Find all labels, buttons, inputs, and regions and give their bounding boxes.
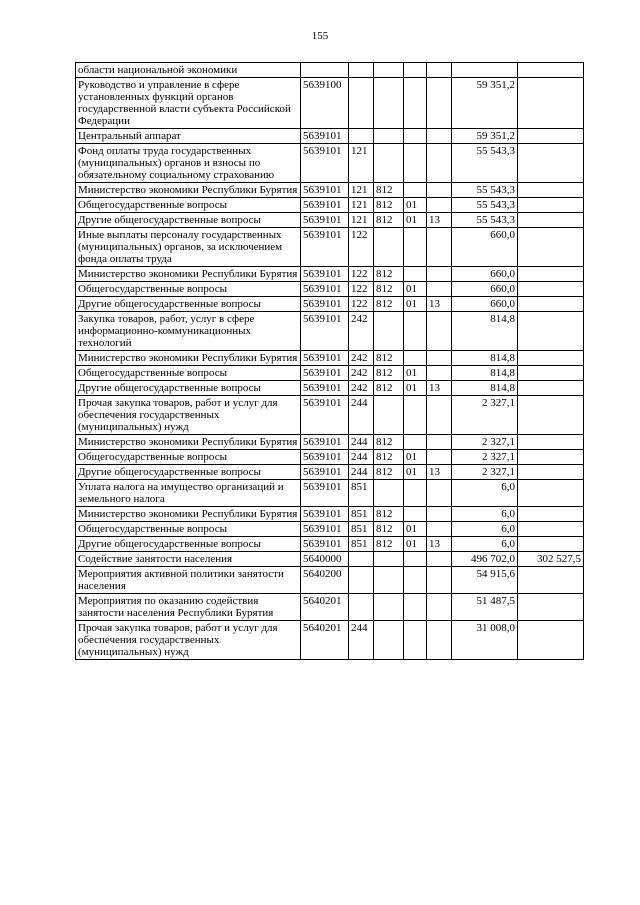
row-expense-type-cell: [349, 567, 374, 594]
table-row: [76, 366, 584, 381]
row-expense-type-cell: 122: [349, 267, 374, 282]
row-target-code-cell: 5639101: [301, 228, 349, 267]
row-name-cell: Прочая закупка товаров, работ и услуг для обеспечения государственных (муниципальных) нужд: [76, 396, 301, 435]
row-subsection-cell: [427, 351, 452, 366]
table-row: [76, 297, 584, 312]
row-section-cell: [404, 621, 427, 660]
row-section-cell: 01: [404, 366, 427, 381]
row-subsection-cell: [427, 267, 452, 282]
row-administrator-cell: 812: [374, 366, 404, 381]
budget-table: [75, 62, 584, 660]
row-subsection-cell: [427, 312, 452, 351]
row-name-cell: Центральный аппарат: [76, 129, 301, 144]
row-expense-type-cell: 122: [349, 228, 374, 267]
row-amount-extra-cell: [518, 129, 584, 144]
row-name-cell: Министерство экономики Республики Бурятия: [76, 435, 301, 450]
row-subsection-cell: [427, 480, 452, 507]
row-section-cell: [404, 312, 427, 351]
row-target-code-cell: [301, 63, 349, 78]
row-amount-extra-cell: [518, 537, 584, 552]
row-amount-extra-cell: [518, 396, 584, 435]
row-expense-type-cell: 242: [349, 351, 374, 366]
row-target-code-cell: 5639101: [301, 213, 349, 228]
row-amount-extra-cell: [518, 522, 584, 537]
row-administrator-cell: 812: [374, 507, 404, 522]
row-target-code-cell: 5639101: [301, 366, 349, 381]
row-target-code-cell: 5640201: [301, 594, 349, 621]
row-name-cell: Прочая закупка товаров, работ и услуг для обеспечения государственных (муниципальных) нужд: [76, 621, 301, 660]
row-administrator-cell: 812: [374, 267, 404, 282]
row-amount-extra-cell: [518, 465, 584, 480]
row-administrator-cell: [374, 396, 404, 435]
row-expense-type-cell: [349, 78, 374, 129]
row-subsection-cell: [427, 282, 452, 297]
row-expense-type-cell: 242: [349, 381, 374, 396]
row-section-cell: [404, 552, 427, 567]
row-section-cell: [404, 144, 427, 183]
row-subsection-cell: [427, 366, 452, 381]
row-subsection-cell: 13: [427, 465, 452, 480]
row-expense-type-cell: [349, 594, 374, 621]
row-expense-type-cell: 121: [349, 213, 374, 228]
row-administrator-cell: 812: [374, 297, 404, 312]
row-expense-type-cell: 122: [349, 297, 374, 312]
row-name-cell: Мероприятия по оказанию содействия занятости населения Республики Бурятия: [76, 594, 301, 621]
row-name-cell: области национальной экономики: [76, 63, 301, 78]
row-administrator-cell: [374, 480, 404, 507]
row-amount-cell: 2 327,1: [452, 450, 518, 465]
row-subsection-cell: [427, 594, 452, 621]
row-section-cell: 01: [404, 450, 427, 465]
row-expense-type-cell: 851: [349, 522, 374, 537]
table-row: [76, 228, 584, 267]
row-name-cell: Уплата налога на имущество организаций и земельного налога: [76, 480, 301, 507]
table-row: [76, 129, 584, 144]
row-amount-cell: [452, 63, 518, 78]
row-expense-type-cell: 242: [349, 366, 374, 381]
row-target-code-cell: 5639101: [301, 522, 349, 537]
table-row: [76, 198, 584, 213]
table-row: [76, 594, 584, 621]
row-section-cell: [404, 78, 427, 129]
row-subsection-cell: [427, 144, 452, 183]
row-amount-extra-cell: [518, 267, 584, 282]
row-target-code-cell: 5639101: [301, 198, 349, 213]
row-section-cell: [404, 480, 427, 507]
row-expense-type-cell: 851: [349, 480, 374, 507]
row-amount-cell: 660,0: [452, 228, 518, 267]
table-row: [76, 537, 584, 552]
row-name-cell: Министерство экономики Республики Бурятия: [76, 183, 301, 198]
row-amount-cell: 496 702,0: [452, 552, 518, 567]
row-section-cell: 01: [404, 537, 427, 552]
row-subsection-cell: [427, 228, 452, 267]
table-row: [76, 522, 584, 537]
row-amount-cell: 2 327,1: [452, 396, 518, 435]
row-name-cell: Другие общегосударственные вопросы: [76, 297, 301, 312]
page-number: 155: [311, 30, 329, 42]
row-subsection-cell: [427, 507, 452, 522]
row-amount-cell: 54 915,6: [452, 567, 518, 594]
row-administrator-cell: 812: [374, 213, 404, 228]
row-name-cell: Министерство экономики Республики Бурятия: [76, 351, 301, 366]
row-name-cell: Другие общегосударственные вопросы: [76, 381, 301, 396]
budget-table-body: [76, 63, 584, 660]
row-amount-extra-cell: 302 527,5: [518, 552, 584, 567]
row-amount-cell: 814,8: [452, 351, 518, 366]
table-row: [76, 282, 584, 297]
row-target-code-cell: 5639101: [301, 267, 349, 282]
row-expense-type-cell: 121: [349, 144, 374, 183]
row-amount-extra-cell: [518, 366, 584, 381]
row-amount-extra-cell: [518, 312, 584, 351]
row-amount-extra-cell: [518, 144, 584, 183]
row-name-cell: Другие общегосударственные вопросы: [76, 213, 301, 228]
row-expense-type-cell: 121: [349, 183, 374, 198]
row-subsection-cell: [427, 621, 452, 660]
row-target-code-cell: 5639101: [301, 183, 349, 198]
row-amount-extra-cell: [518, 198, 584, 213]
row-amount-cell: 51 487,5: [452, 594, 518, 621]
row-section-cell: 01: [404, 297, 427, 312]
table-row: [76, 480, 584, 507]
row-target-code-cell: 5639101: [301, 381, 349, 396]
row-section-cell: [404, 594, 427, 621]
row-administrator-cell: [374, 63, 404, 78]
table-row: [76, 465, 584, 480]
row-subsection-cell: [427, 552, 452, 567]
row-amount-cell: 2 327,1: [452, 465, 518, 480]
row-amount-extra-cell: [518, 183, 584, 198]
row-subsection-cell: [427, 129, 452, 144]
row-expense-type-cell: [349, 63, 374, 78]
row-subsection-cell: [427, 396, 452, 435]
row-subsection-cell: [427, 78, 452, 129]
table-row: [76, 435, 584, 450]
row-amount-extra-cell: [518, 213, 584, 228]
table-row: [76, 450, 584, 465]
row-administrator-cell: 812: [374, 537, 404, 552]
row-amount-cell: 814,8: [452, 381, 518, 396]
row-amount-cell: 55 543,3: [452, 213, 518, 228]
row-name-cell: Другие общегосударственные вопросы: [76, 537, 301, 552]
table-row: [76, 621, 584, 660]
row-subsection-cell: [427, 435, 452, 450]
row-administrator-cell: 812: [374, 381, 404, 396]
row-subsection-cell: 13: [427, 381, 452, 396]
row-target-code-cell: 5639101: [301, 144, 349, 183]
row-administrator-cell: 812: [374, 450, 404, 465]
row-administrator-cell: 812: [374, 522, 404, 537]
row-section-cell: [404, 351, 427, 366]
row-expense-type-cell: 244: [349, 450, 374, 465]
row-expense-type-cell: [349, 552, 374, 567]
row-expense-type-cell: 121: [349, 198, 374, 213]
row-target-code-cell: 5639101: [301, 450, 349, 465]
row-amount-extra-cell: [518, 594, 584, 621]
row-subsection-cell: [427, 567, 452, 594]
row-amount-extra-cell: [518, 480, 584, 507]
row-amount-cell: 660,0: [452, 267, 518, 282]
row-administrator-cell: 812: [374, 351, 404, 366]
row-expense-type-cell: 244: [349, 396, 374, 435]
row-target-code-cell: 5639101: [301, 396, 349, 435]
row-expense-type-cell: 244: [349, 465, 374, 480]
row-amount-extra-cell: [518, 435, 584, 450]
row-amount-extra-cell: [518, 297, 584, 312]
row-target-code-cell: 5640000: [301, 552, 349, 567]
row-amount-cell: 660,0: [452, 297, 518, 312]
row-amount-extra-cell: [518, 621, 584, 660]
row-amount-extra-cell: [518, 78, 584, 129]
row-target-code-cell: 5639101: [301, 129, 349, 144]
row-amount-extra-cell: [518, 282, 584, 297]
row-target-code-cell: 5639101: [301, 297, 349, 312]
row-amount-cell: 2 327,1: [452, 435, 518, 450]
row-name-cell: Министерство экономики Республики Бурятия: [76, 507, 301, 522]
row-section-cell: [404, 507, 427, 522]
row-name-cell: Общегосударственные вопросы: [76, 282, 301, 297]
row-amount-cell: 814,8: [452, 366, 518, 381]
row-name-cell: Общегосударственные вопросы: [76, 450, 301, 465]
row-expense-type-cell: [349, 129, 374, 144]
row-name-cell: Министерство экономики Республики Бурятия: [76, 267, 301, 282]
row-expense-type-cell: 244: [349, 435, 374, 450]
row-target-code-cell: 5640201: [301, 621, 349, 660]
row-amount-extra-cell: [518, 351, 584, 366]
row-amount-extra-cell: [518, 381, 584, 396]
row-section-cell: [404, 228, 427, 267]
row-amount-extra-cell: [518, 567, 584, 594]
table-row: [76, 351, 584, 366]
row-name-cell: Другие общегосударственные вопросы: [76, 465, 301, 480]
row-administrator-cell: [374, 228, 404, 267]
row-name-cell: Фонд оплаты труда государственных (муниципальных) органов и взносы по обязательному социальному страхованию: [76, 144, 301, 183]
row-subsection-cell: [427, 198, 452, 213]
row-target-code-cell: 5640200: [301, 567, 349, 594]
row-amount-cell: 59 351,2: [452, 78, 518, 129]
row-amount-cell: 55 543,3: [452, 144, 518, 183]
row-administrator-cell: [374, 552, 404, 567]
row-amount-extra-cell: [518, 63, 584, 78]
row-subsection-cell: 13: [427, 213, 452, 228]
row-subsection-cell: 13: [427, 537, 452, 552]
row-section-cell: 01: [404, 381, 427, 396]
table-row: [76, 267, 584, 282]
row-target-code-cell: 5639101: [301, 282, 349, 297]
row-amount-cell: 55 543,3: [452, 198, 518, 213]
row-amount-cell: 55 543,3: [452, 183, 518, 198]
table-row: [76, 78, 584, 129]
row-subsection-cell: [427, 450, 452, 465]
row-section-cell: 01: [404, 213, 427, 228]
row-amount-cell: 6,0: [452, 522, 518, 537]
row-subsection-cell: [427, 183, 452, 198]
row-amount-extra-cell: [518, 228, 584, 267]
row-target-code-cell: 5639100: [301, 78, 349, 129]
table-row: [76, 144, 584, 183]
row-section-cell: [404, 567, 427, 594]
row-target-code-cell: 5639101: [301, 480, 349, 507]
row-section-cell: 01: [404, 465, 427, 480]
row-target-code-cell: 5639101: [301, 312, 349, 351]
row-section-cell: 01: [404, 282, 427, 297]
row-administrator-cell: [374, 78, 404, 129]
row-section-cell: [404, 435, 427, 450]
row-section-cell: 01: [404, 522, 427, 537]
row-administrator-cell: [374, 621, 404, 660]
row-amount-cell: 6,0: [452, 537, 518, 552]
row-amount-cell: 814,8: [452, 312, 518, 351]
row-administrator-cell: [374, 129, 404, 144]
row-name-cell: Иные выплаты персоналу государственных (муниципальных) органов, за исключением фонда оплаты труда: [76, 228, 301, 267]
row-target-code-cell: 5639101: [301, 537, 349, 552]
row-target-code-cell: 5639101: [301, 351, 349, 366]
table-row: [76, 507, 584, 522]
row-administrator-cell: 812: [374, 282, 404, 297]
row-administrator-cell: 812: [374, 465, 404, 480]
row-administrator-cell: [374, 312, 404, 351]
row-name-cell: Закупка товаров, работ, услуг в сфере информационно-коммуникационных технологий: [76, 312, 301, 351]
row-target-code-cell: 5639101: [301, 465, 349, 480]
row-amount-cell: 6,0: [452, 480, 518, 507]
row-amount-cell: 6,0: [452, 507, 518, 522]
row-subsection-cell: [427, 63, 452, 78]
row-expense-type-cell: 242: [349, 312, 374, 351]
row-name-cell: Общегосударственные вопросы: [76, 522, 301, 537]
row-name-cell: Мероприятия активной политики занятости населения: [76, 567, 301, 594]
row-administrator-cell: [374, 144, 404, 183]
row-administrator-cell: 812: [374, 198, 404, 213]
row-expense-type-cell: 851: [349, 507, 374, 522]
row-amount-cell: 31 008,0: [452, 621, 518, 660]
row-amount-extra-cell: [518, 507, 584, 522]
table-row: [76, 396, 584, 435]
table-row: [76, 567, 584, 594]
row-section-cell: 01: [404, 198, 427, 213]
table-row: [76, 213, 584, 228]
row-administrator-cell: [374, 594, 404, 621]
row-section-cell: [404, 129, 427, 144]
row-expense-type-cell: 244: [349, 621, 374, 660]
row-expense-type-cell: 122: [349, 282, 374, 297]
row-amount-cell: 59 351,2: [452, 129, 518, 144]
row-section-cell: [404, 396, 427, 435]
row-name-cell: Общегосударственные вопросы: [76, 366, 301, 381]
row-administrator-cell: 812: [374, 183, 404, 198]
row-name-cell: Общегосударственные вопросы: [76, 198, 301, 213]
row-section-cell: [404, 267, 427, 282]
row-administrator-cell: 812: [374, 435, 404, 450]
table-row: [76, 312, 584, 351]
table-row: [76, 552, 584, 567]
table-row: [76, 63, 584, 78]
row-administrator-cell: [374, 567, 404, 594]
row-section-cell: [404, 183, 427, 198]
row-expense-type-cell: 851: [349, 537, 374, 552]
row-target-code-cell: 5639101: [301, 507, 349, 522]
row-section-cell: [404, 63, 427, 78]
table-row: [76, 183, 584, 198]
row-name-cell: Руководство и управление в сфере установленных функций органов государственной власти субъекта Российской Федерации: [76, 78, 301, 129]
row-target-code-cell: 5639101: [301, 435, 349, 450]
table-row: [76, 381, 584, 396]
row-subsection-cell: [427, 522, 452, 537]
row-subsection-cell: 13: [427, 297, 452, 312]
row-name-cell: Содействие занятости населения: [76, 552, 301, 567]
row-amount-cell: 660,0: [452, 282, 518, 297]
row-amount-extra-cell: [518, 450, 584, 465]
